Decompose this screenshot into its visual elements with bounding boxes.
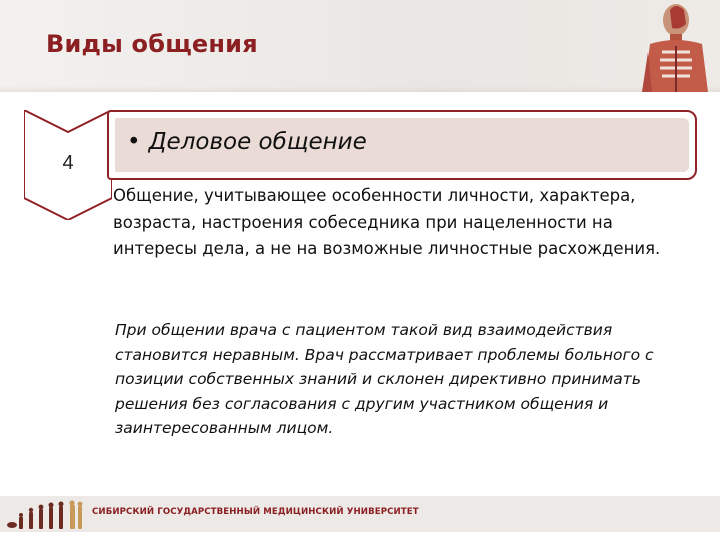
step-number: 4 [62,152,74,174]
university-name: СИБИРСКИЙ ГОСУДАРСТВЕННЫЙ МЕДИЦИНСКИЙ УНИВЕРСИТЕТ [92,507,419,517]
evolution-logo-icon [6,499,84,532]
bullet-marker: • [127,129,141,155]
example-paragraph: При общении врача с пациентом такой вид взаимодействия становится неравным. Врач рассматривает проблемы больного с позиции собственных знаний и склонен директивно принимать решения без согласования с другим участником общения и заинтересованным лицом. [115,321,654,437]
bullet-box [107,110,697,180]
slide-title: Виды общения [46,30,258,58]
definition-paragraph: Общение, учитывающее особенности личности, характера, возраста, настроения собеседника при нацеленности на интересы дела, а не на возможные личностные расхождения. [113,186,661,258]
bullet-heading [127,129,367,155]
bullet-heading-text: Деловое общение [148,129,367,155]
anatomy-figure-icon [640,0,720,92]
